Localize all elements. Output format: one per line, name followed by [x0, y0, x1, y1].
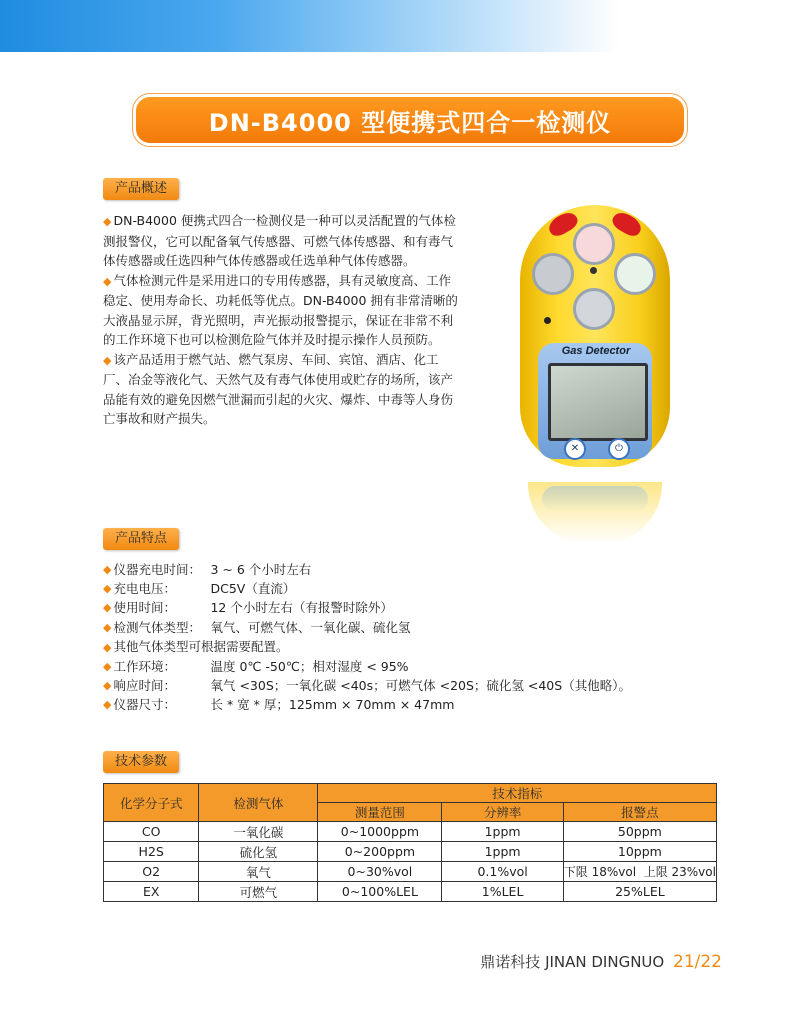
feature-row: ◆ 使用时间： 12 个小时左右（有报警时除外） [103, 598, 663, 617]
feature-row: ◆ 工作环境： 温度 0℃ -50℃；相对湿度 < 95% [103, 657, 663, 676]
top-gradient-bar [0, 0, 620, 52]
cell-resolution: 1%LEL [442, 882, 563, 902]
cell-alarm: 下限 18%vol 上限 23%vol [563, 862, 716, 882]
cell-range: 0~30%vol [318, 862, 442, 882]
diamond-bullet-icon: ◆ [103, 660, 112, 674]
overview-paragraph: ◆ 该产品适用于燃气站、燃气泵房、车间、宾馆、酒店、化工厂、冶金等液化气、天然气及有毒气体使用或贮存的场所，该产品能有效的避免因燃气泄漏而引起的火灾、爆炸、中毒等人身伤亡事故和财产损失。 [103, 351, 454, 426]
mute-button-icon: ✕ [564, 438, 586, 460]
sensor-center-icon [573, 288, 615, 330]
cell-alarm: 10ppm [563, 842, 716, 862]
feature-row: ◆ 其他气体类型可根据需要配置。 [103, 638, 289, 654]
diamond-bullet-icon: ◆ [103, 582, 112, 596]
sensor-pink-icon [573, 223, 615, 265]
table-row [104, 862, 717, 882]
diamond-bullet-icon: ◆ [103, 274, 112, 288]
feature-row: ◆ 仪器充电时间： 3 ~ 6 个小时左右 [103, 560, 663, 579]
header-alarm: 报警点 [563, 803, 716, 822]
power-button-icon: ⏻ [608, 438, 630, 460]
cell-formula: CO [104, 822, 199, 842]
header-gas: 检测气体 [199, 784, 318, 822]
cell-resolution: 1ppm [442, 822, 563, 842]
cell-range: 0~1000ppm [318, 822, 442, 842]
diamond-bullet-icon: ◆ [103, 601, 112, 615]
diamond-bullet-icon: ◆ [103, 563, 112, 576]
header-resolution: 分辨率 [442, 803, 563, 822]
table-row [104, 842, 717, 862]
screen-frame [538, 343, 652, 459]
sensor-grey-icon [532, 253, 574, 295]
diamond-bullet-icon: ◆ [103, 353, 112, 367]
device-reflection [528, 482, 662, 544]
diamond-bullet-icon: ◆ [103, 215, 112, 228]
page-number: 21/22 [673, 952, 722, 972]
diamond-bullet-icon: ◆ [103, 620, 112, 634]
section-label-features: 产品特点 [103, 528, 179, 550]
diamond-bullet-icon: ◆ [103, 679, 112, 693]
feature-row: ◆ 仪器尺寸： 长 * 宽 * 厚；125mm × 70mm × 47mm [103, 695, 663, 714]
device-brand-label: Gas Detector [561, 345, 631, 357]
page-footer [480, 951, 722, 972]
section-label-overview: 产品概述 [103, 178, 179, 200]
feature-row: ◆ 充电电压： DC5V（直流） [103, 579, 663, 598]
cell-range: 0~200ppm [318, 842, 442, 862]
speaker-hole-icon [544, 317, 551, 324]
header-formula: 化学分子式 [104, 784, 199, 822]
page-title: DN-B4000 型便携式四合一检测仪 [208, 108, 612, 137]
features-list [103, 560, 663, 715]
overview-text [103, 211, 458, 429]
cell-resolution: 1ppm [442, 842, 563, 862]
alarm-light-right-icon [610, 209, 645, 240]
overview-paragraph: ◆ DN-B4000 便携式四合一检测仪是一种可以灵活配置的气体检测报警仪，它可以配备氧气传感器、可燃气体传感器、和有毒气体传感器或任选四种气体传感器或任选单种气体传感器。 [103, 213, 456, 268]
cell-gas: 硫化氢 [199, 842, 318, 862]
cell-formula: H2S [104, 842, 199, 862]
feature-row: ◆ 响应时间： 氧气 <30S；一氧化碳 <40s；可燃气体 <20S；硫化氢 <40S（其他略）。 [103, 676, 663, 695]
header-tech: 技术指标 [318, 784, 717, 803]
cell-formula: EX [104, 882, 199, 902]
diamond-bullet-icon: ◆ [103, 698, 112, 712]
reflection-pad [542, 486, 648, 512]
title-banner [136, 97, 684, 143]
footer-company: 鼎诺科技 JINAN DINGNUO [480, 953, 665, 971]
cell-range: 0~100%LEL [318, 882, 442, 902]
overview-paragraph: ◆ 气体检测元件是采用进口的专用传感器，具有灵敏度高、工作稳定、使用寿命长、功耗低等优点。DN-B4000 拥有非常清晰的大液晶显示屏，背光照明，声光振动报警提示，保证在非常不利的工作环境下也可以检测危险气体并及时提示操作人员预防。 [103, 272, 458, 347]
diamond-bullet-icon: ◆ [103, 640, 112, 654]
sensor-white-icon [614, 253, 656, 295]
cell-gas: 氧气 [199, 862, 318, 882]
section-label-specs: 技术参数 [103, 751, 179, 773]
cell-gas: 一氧化碳 [199, 822, 318, 842]
cell-gas: 可燃气 [199, 882, 318, 902]
gas-detector-device-image [520, 205, 670, 467]
header-range: 测量范围 [318, 803, 442, 822]
table-row [104, 882, 717, 902]
table-row [104, 822, 717, 842]
lcd-screen [548, 363, 648, 441]
cell-alarm: 25%LEL [563, 882, 716, 902]
indicator-dot-icon [590, 267, 597, 274]
spec-table [103, 783, 717, 902]
cell-alarm: 50ppm [563, 822, 716, 842]
feature-row: ◆ 检测气体类型： 氧气、可燃气体、一氧化碳、硫化氢 [103, 618, 663, 637]
cell-resolution: 0.1%vol [442, 862, 563, 882]
cell-formula: O2 [104, 862, 199, 882]
